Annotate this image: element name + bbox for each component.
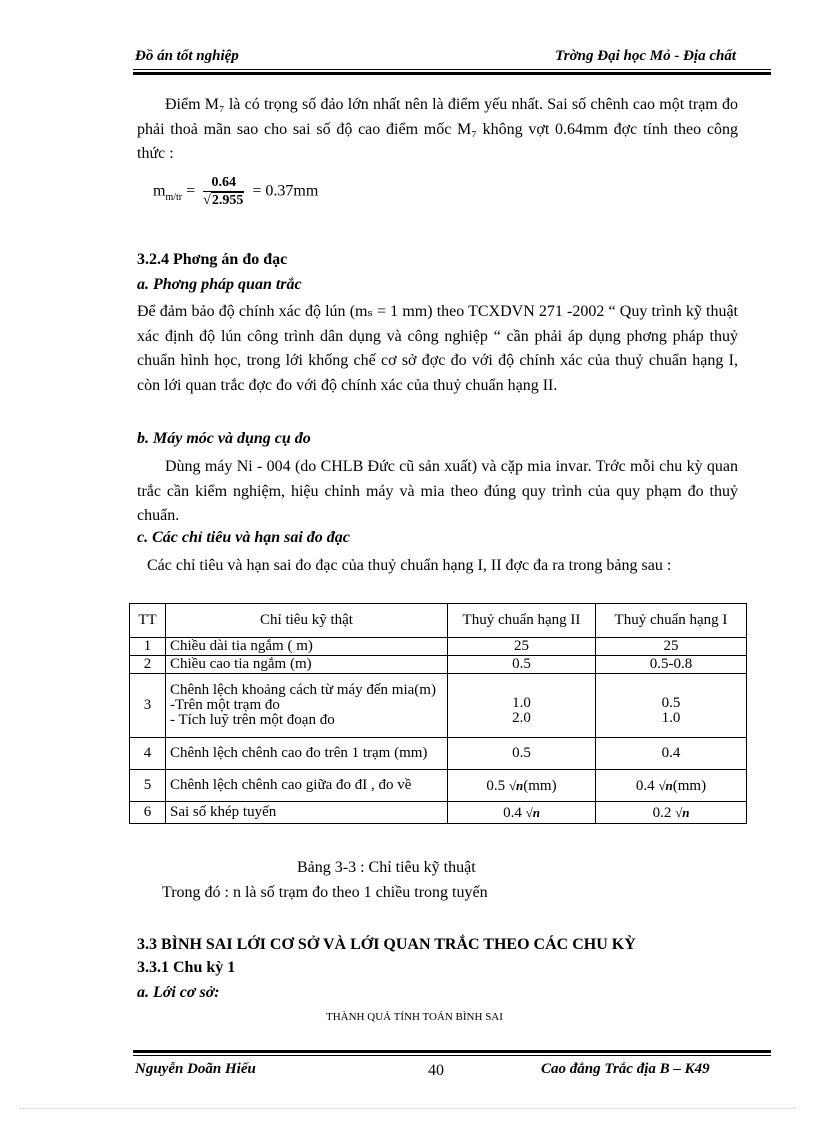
table-row <box>130 738 747 770</box>
th-h2: Thuỷ chuẩn hạng II <box>448 604 596 638</box>
cell-name: Chiều dài tia ngắm ( m) <box>166 638 448 656</box>
formula-numerator: 0.64 <box>203 175 244 192</box>
th-tt: TT <box>130 604 166 638</box>
sqrt-symbol: √n <box>675 804 690 820</box>
cell-h2: 25 <box>448 638 596 656</box>
header-rule-thin <box>133 69 771 70</box>
cell-h1 <box>596 770 747 802</box>
table-row <box>130 802 747 824</box>
cell-h2 <box>448 770 596 802</box>
cell-h2b: 2.0 <box>512 709 531 726</box>
section-a-text: Để đảm bảo độ chính xác độ lún (mₛ = 1 mm) theo TCXDVN 271 -2002 “ Quy trình kỹ thuật xác định độ lún công trình dân dụng và công nghiệp “ cần phải áp dụng phơng pháp thuỷ chuẩn hình học, trong lới khống chế cơ sở đợc đo với độ chính xác của thuỷ chuẩn hạng I, còn lới quan trắc đợc đo với độ chính xác của thuỷ chuẩn hạng II. <box>137 303 738 394</box>
section-324-title: 3.2.4 Phơng án đo đạc <box>137 251 288 268</box>
cell-h1-coef: 0.4 <box>635 777 655 794</box>
table-note: Trong đó : n là số trạm đo theo 1 chiều trong tuyến <box>162 884 488 901</box>
footer-left: Nguyễn Doãn Hiếu <box>135 1061 256 1077</box>
cell-h1 <box>596 802 747 824</box>
table-row <box>130 770 747 802</box>
sqrt-symbol: √n <box>525 804 540 820</box>
cell-radicand: n <box>516 777 524 793</box>
cell-radicand: n <box>532 804 540 820</box>
formula-lhs: m <box>153 182 166 200</box>
formula-lhs-sub: m/tr <box>165 191 183 203</box>
section-c-title: c. Các chỉ tiêu và hạn sai đo đạc <box>137 529 350 546</box>
cell-unit: (mm) <box>523 777 557 794</box>
cell-tt: 5 <box>130 770 166 802</box>
cell-h1 <box>596 674 747 738</box>
cell-tt: 1 <box>130 638 166 656</box>
cell-h2-coef: 0.4 <box>503 804 522 821</box>
cell-h1-coef: 0.2 <box>652 804 672 821</box>
section-331-a: a. Lới cơ sở: <box>137 984 220 1001</box>
cell-unit: (mm) <box>672 777 707 794</box>
cell-h2-coef: 0.5 <box>486 777 506 794</box>
cell-h2a: 1.0 <box>512 694 531 711</box>
cell-h2 <box>448 802 596 824</box>
cell-tt: 4 <box>130 738 166 770</box>
formula-fraction <box>203 175 244 209</box>
page-number: 40 <box>428 1062 444 1079</box>
cell-name <box>166 674 448 738</box>
section-b-title: b. Máy móc và dụng cụ đo <box>137 430 311 447</box>
section-c-text: Các chỉ tiêu và hạn sai đo đạc của thuỷ chuẩn hạng I, II đợc đa ra trong bảng sau : <box>147 557 672 574</box>
cell-tt: 2 <box>130 656 166 674</box>
header-left: Đồ án tốt nghiệp <box>135 48 239 64</box>
footer-rule-thin <box>133 1055 771 1056</box>
formula <box>153 175 318 215</box>
cell-h1b: 1.0 <box>661 709 681 726</box>
cell-name: Chênh lệch chênh cao đo trên 1 trạm (mm) <box>166 738 448 770</box>
cell-h1: 25 <box>596 638 747 656</box>
cell-radicand: n <box>665 777 673 793</box>
formula-result: = 0.37mm <box>252 182 319 200</box>
table-row <box>130 674 747 738</box>
cell-h1: 0.4 <box>596 738 747 770</box>
cell-h2: 0.5 <box>448 656 596 674</box>
cell-h1: 0.5-0.8 <box>596 656 747 674</box>
spec-table <box>129 603 747 824</box>
footer-rule-thick <box>133 1050 771 1053</box>
cell-h1a: 0.5 <box>661 694 681 711</box>
header-rule-thick <box>133 72 771 75</box>
section-b-text: Dùng máy Ni - 004 (do CHLB Đức cũ sản xuất) và cặp mia invar. Trớc mỗi chu kỳ quan trắc cần kiểm nghiệm, hiệu chỉnh máy và mia theo đúng quy trình của quy phạm đo thuỷ chuẩn. <box>137 458 738 524</box>
cell-radicand: n <box>682 804 690 820</box>
cell-name-sub2: - Tích luỹ trên một đoạn đo <box>170 712 335 728</box>
section-33-title: 3.3 BÌNH SAI LỚI CƠ SỞ VÀ LỚI QUAN TRẮC THEO CÁC CHU KỲ <box>137 936 636 953</box>
cell-name: Sai số khép tuyến <box>166 802 448 824</box>
cell-name-sub1: -Trên một trạm đo <box>170 697 280 713</box>
cell-tt: 6 <box>130 802 166 824</box>
formula-equals: = <box>186 182 196 200</box>
sqrt-symbol: √2.955 <box>203 193 244 208</box>
cell-h2: 0.5 <box>448 738 596 770</box>
header-right: Trờng Đại học Mỏ - Địa chất <box>555 48 736 64</box>
section-a-title: a. Phơng pháp quan trắc <box>137 276 302 293</box>
cell-name: Chênh lệch chênh cao giữa đo đI , đo về <box>166 770 448 802</box>
cell-tt: 3 <box>130 674 166 738</box>
result-title: THÀNH QUẢ TÍNH TOÁN BÌNH SAI <box>326 1011 503 1023</box>
sqrt-symbol: √n <box>508 777 524 793</box>
section-331-title: 3.3.1 Chu kỳ 1 <box>137 959 236 976</box>
table-header-row <box>130 604 747 638</box>
formula-denominator: 2.955 <box>211 193 244 208</box>
cell-h2 <box>448 674 596 738</box>
table-row <box>130 656 747 674</box>
th-name: Chỉ tiêu kỹ thật <box>166 604 448 638</box>
table-row <box>130 638 747 656</box>
footer-right: Cao đẳng Trắc địa B – K49 <box>541 1061 710 1077</box>
table-caption: Bảng 3-3 : Chỉ tiêu kỹ thuật <box>297 859 476 876</box>
th-h1: Thuỷ chuẩn hạng I <box>596 604 747 638</box>
cell-name-main: Chênh lệch khoảng cách từ máy đến mia(m) <box>170 682 436 698</box>
cell-name: Chiều cao tia ngắm (m) <box>166 656 448 674</box>
intro-paragraph: Điểm M₇ là có trọng số đảo lớn nhất nên là điểm yếu nhất. Sai số chênh cao một trạm đo phải thoả mãn sao cho sai số độ cao điểm mốc M₇ không vợt 0.64mm đợc tính theo công thức : <box>137 96 738 162</box>
sqrt-symbol: √n <box>658 777 673 793</box>
page-bottom-dotted-line <box>20 1108 796 1109</box>
